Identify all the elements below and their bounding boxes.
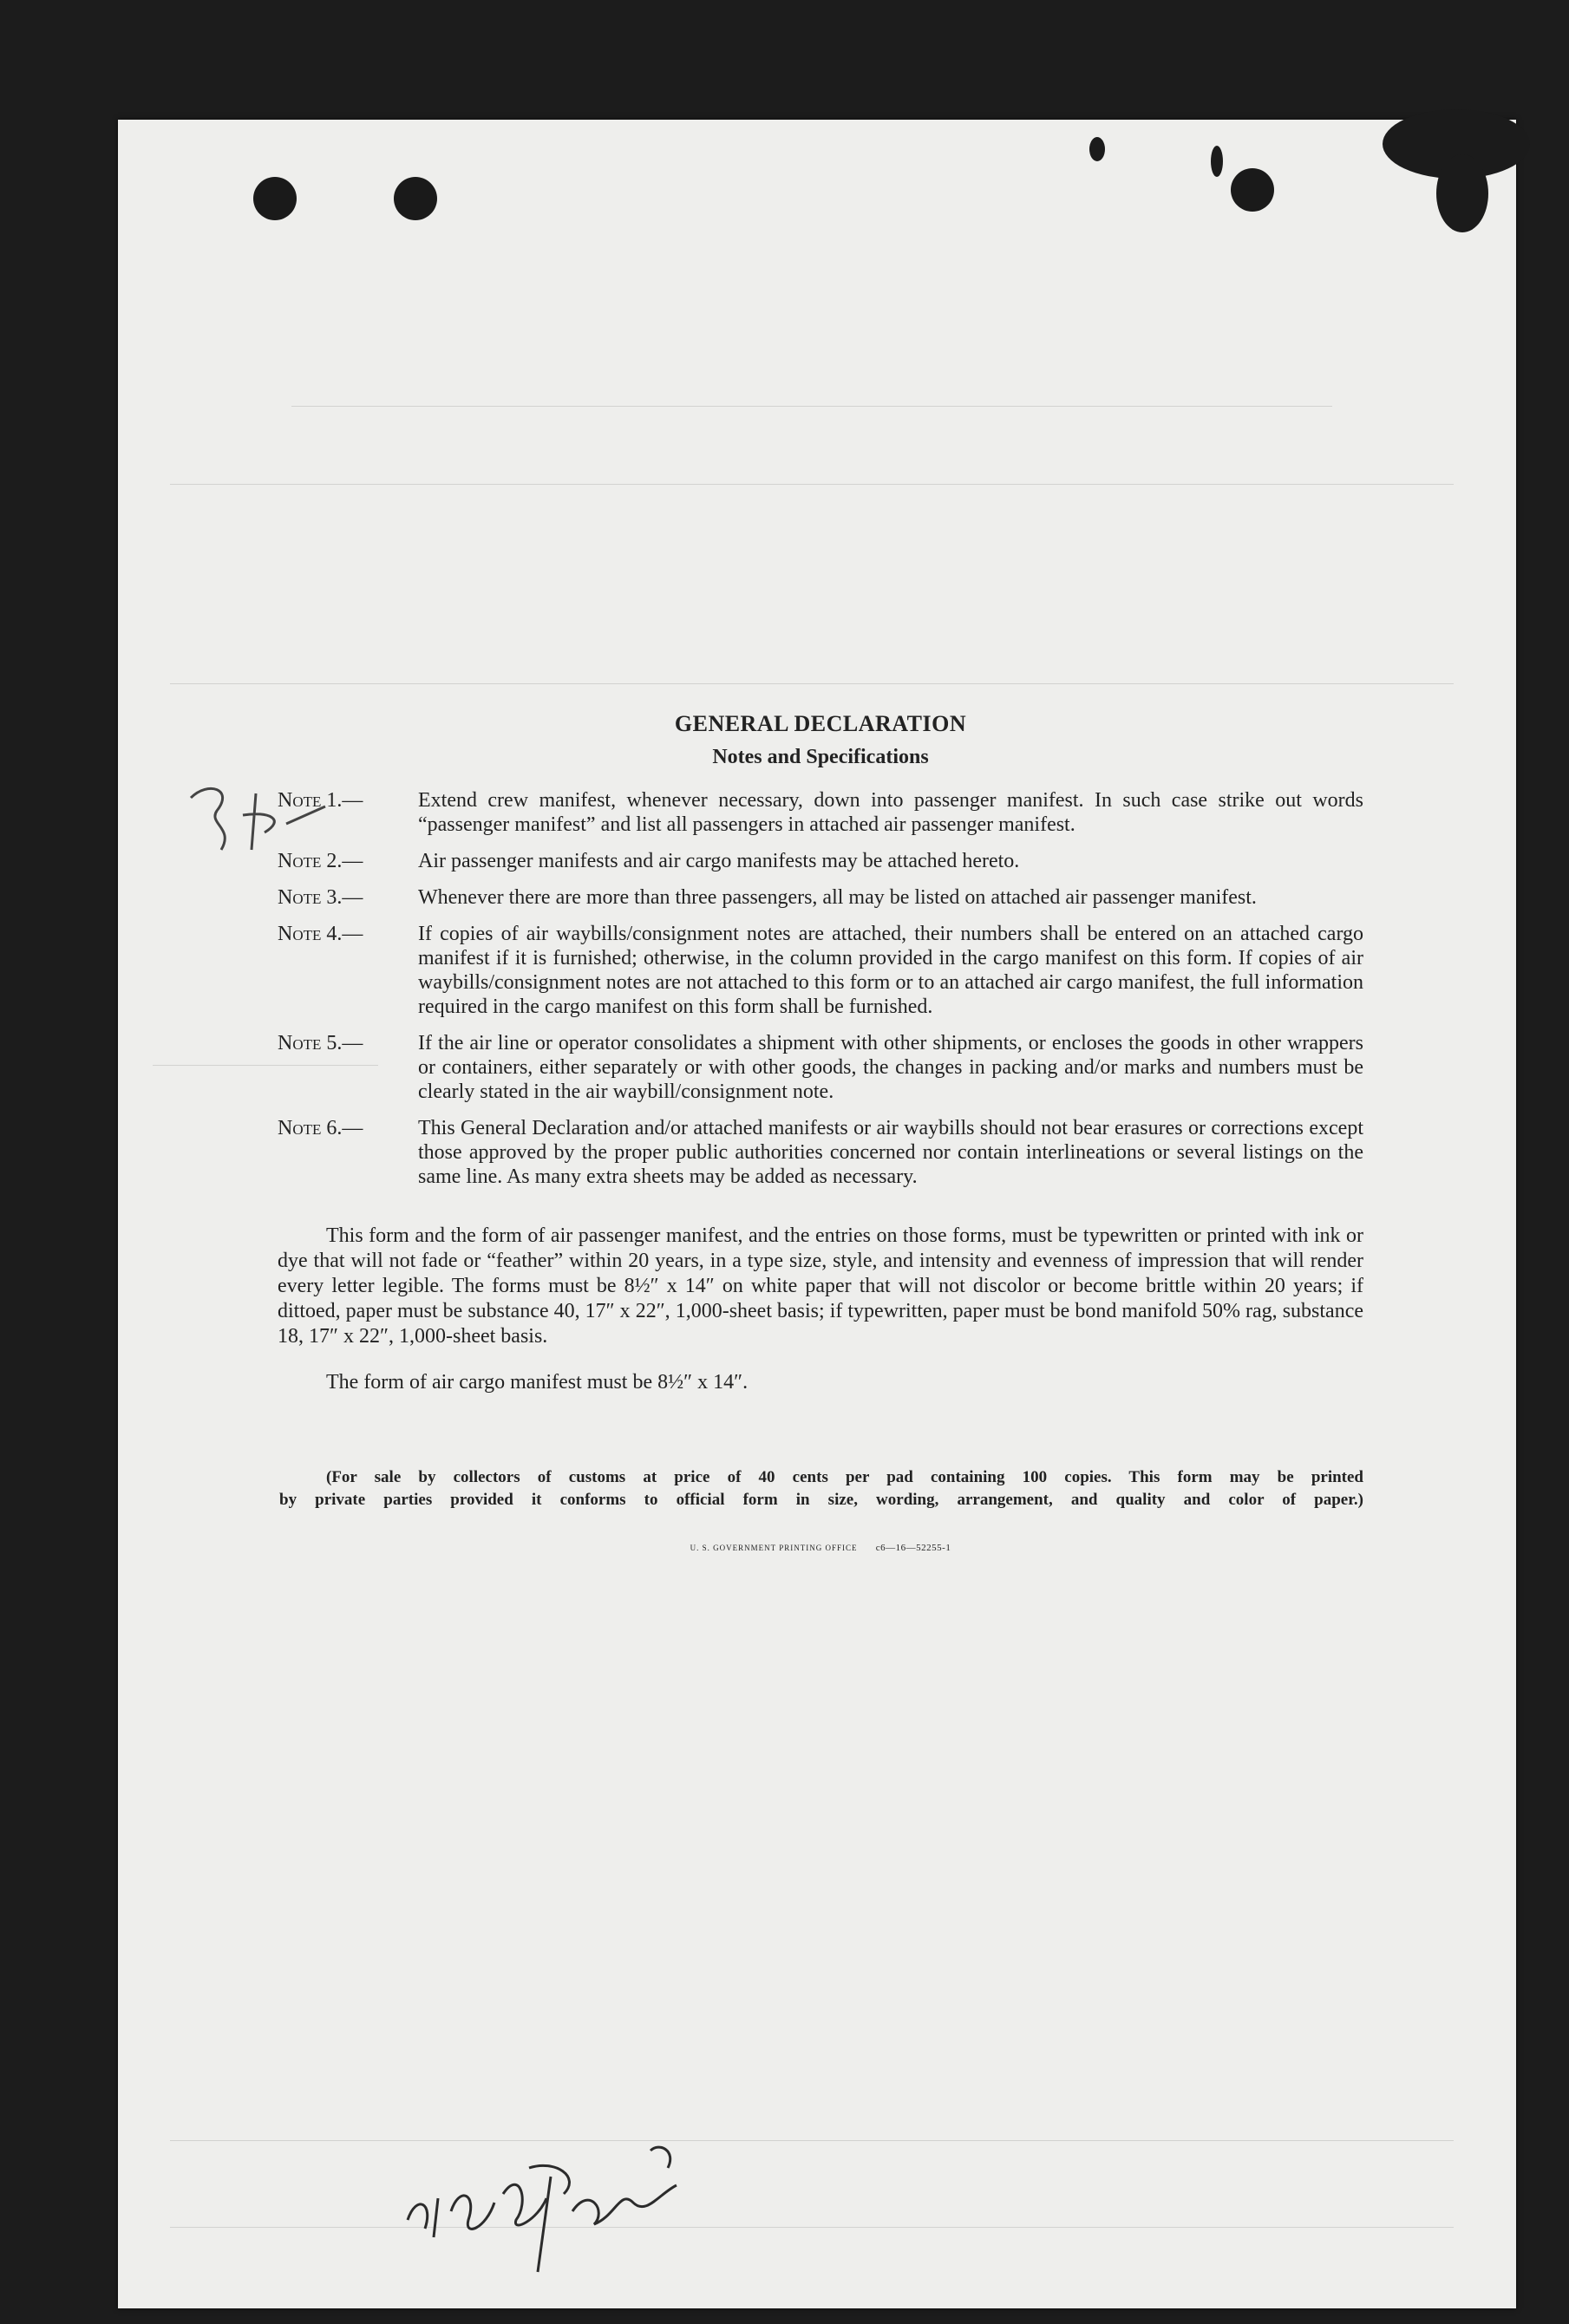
document-title: GENERAL DECLARATION: [674, 711, 967, 736]
punch-hole: [394, 177, 437, 220]
printer-name: U. S. GOVERNMENT PRINTING OFFICE: [690, 1544, 858, 1552]
note-label: Note 3.—: [278, 886, 363, 909]
punch-hole: [1231, 168, 1274, 212]
note-5: [278, 1031, 1363, 1104]
paper-damage: [1089, 137, 1105, 161]
show-through-line: [170, 2140, 1454, 2141]
note-text: Extend crew manifest, whenever necessary, down into passenger manifest. In such case strike out words “passenger manifest” and list all passengers in attached air passenger manifest.: [418, 789, 1363, 836]
note-6: [278, 1116, 1363, 1189]
show-through-line: [170, 2227, 1454, 2228]
paper-damage: [1211, 146, 1223, 177]
show-through-line: [170, 484, 1454, 485]
note-text: Whenever there are more than three passengers, all may be listed on attached air passenger manifest.: [418, 886, 1257, 909]
document-subtitle: Notes and Specifications: [712, 746, 929, 768]
handwritten-signature: [399, 2116, 729, 2289]
note-4: [278, 922, 1363, 1019]
note-label: Note 5.—: [278, 1032, 363, 1054]
printer-imprint: [278, 1543, 1363, 1553]
note-label: Note 6.—: [278, 1117, 363, 1139]
punch-hole: [253, 177, 297, 220]
specification-paragraph: This form and the form of air passenger manifest, and the entries on those forms, must be typewritten or printed with ink or dye that will not fade or “feather” within 20 years, in a type size, style, and intensity and evenness of impression that will render every letter legible. The forms must be 8½″ x 14″ on white paper that will not discolor or become brittle within 20 years; if dittoed, paper must be substance 40, 17″ x 22″, 1,000-sheet basis; if typewritten, paper must be bond manifold 50% rag, substance 18, 17″ x 22″, 1,000-sheet basis.: [278, 1224, 1363, 1348]
form-number: c6—16—52255-1: [875, 1543, 951, 1553]
sale-notice-line-2: by private parties provided it conforms to official form in size, wording, arrangement, and quality and color of paper.): [279, 1491, 1363, 1509]
note-text: Air passenger manifests and air cargo manifests may be attached hereto.: [418, 850, 1020, 872]
cargo-manifest-size: The form of air cargo manifest must be 8½″ x 14″.: [326, 1371, 749, 1394]
general-declaration-notes: [278, 711, 1363, 1553]
note-text: If copies of air waybills/consignment notes are attached, their numbers shall be entered on an attached cargo manifest if it is furnished; otherwise, in the column provided in the cargo manifest on this form. If copies of air waybills/consignment notes are not attached to this form or to an attached air cargo manifest, the full information required in the cargo manifest on this form shall be furnished.: [418, 923, 1363, 1018]
note-2: [278, 849, 1363, 873]
paper-damage: [1436, 154, 1488, 232]
note-text: This General Declaration and/or attached manifests or air waybills should not bear erasures or corrections except those approved by the proper public authorities concerned nor contain interlineations or several listings on the same line. As many extra sheets may be added as necessary.: [418, 1117, 1363, 1188]
note-label: Note 4.—: [278, 923, 363, 945]
sale-notice-line-1: (For sale by collectors of customs at price of 40 cents per pad containing 100 copies. This form may be printed: [326, 1468, 1363, 1486]
note-label: Note 2.—: [278, 850, 363, 872]
note-1: [278, 788, 1363, 837]
note-label: Note 1.—: [278, 789, 363, 812]
sale-notice: [278, 1466, 1363, 1511]
note-3: [278, 885, 1363, 910]
show-through-line: [170, 683, 1454, 684]
note-text: If the air line or operator consolidates a shipment with other shipments, or encloses the goods in other wrappers or containers, either separately or with other goods, the changes in packing and/or marks and numbers must be clearly stated in the air waybill/consignment note.: [418, 1032, 1363, 1103]
show-through-line: [291, 406, 1332, 407]
